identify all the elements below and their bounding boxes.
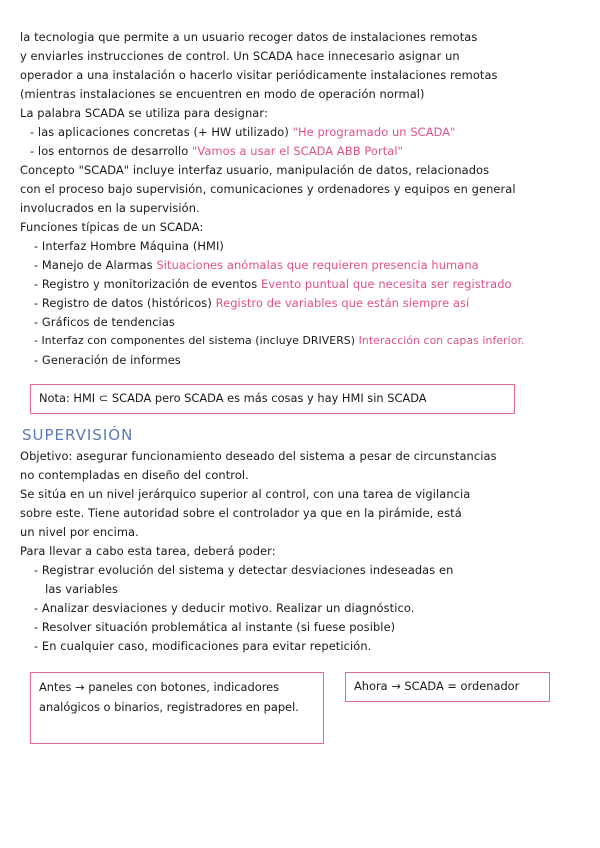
function-item bbox=[34, 277, 588, 291]
section-title-supervision: SUPERVISIÓN bbox=[22, 426, 134, 444]
use-item-note: "He programado un SCADA" bbox=[292, 125, 456, 139]
supervision-item: - Resolver situación problemática al instante (si fuese posible) bbox=[34, 620, 396, 634]
intro-line-4: (mientras instalaciones se encuentren en modo de operación normal) bbox=[20, 87, 425, 101]
supervision-line: no contempladas en diseño del control. bbox=[20, 468, 249, 482]
antes-box: Antes → paneles con botones, indicadores analógicos o binarios, registradores en papel. bbox=[30, 672, 324, 744]
intro-line-5: La palabra SCADA se utiliza para designar: bbox=[20, 106, 268, 120]
use-item-2 bbox=[30, 144, 588, 158]
ahora-box: Ahora → SCADA = ordenador bbox=[345, 672, 550, 702]
function-item bbox=[34, 334, 594, 348]
intro-line-3: operador a una instalación o hacerlo visitar periódicamente instalaciones remotas bbox=[20, 68, 498, 82]
supervision-line: Objetivo: asegurar funcionamiento deseado del sistema a pesar de circunstancias bbox=[20, 449, 497, 463]
function-text: - Gráficos de tendencias bbox=[34, 315, 175, 329]
supervision-line: sobre este. Tiene autoridad sobre el controlador ya que en la pirámide, está bbox=[20, 506, 462, 520]
supervision-line: un nivel por encima. bbox=[20, 525, 139, 539]
supervision-line: Para llevar a cabo esta tarea, deberá poder: bbox=[20, 544, 276, 558]
function-text: - Generación de informes bbox=[34, 353, 181, 367]
supervision-item: - Analizar desviaciones y deducir motivo. Realizar un diagnóstico. bbox=[34, 601, 415, 615]
use-item-text: - las aplicaciones concretas (+ HW utilizado) bbox=[30, 125, 289, 139]
functions-heading: Funciones típicas de un SCADA: bbox=[20, 220, 204, 234]
function-item bbox=[34, 296, 588, 310]
function-text: - Registro de datos (históricos) bbox=[34, 296, 212, 310]
function-note: Registro de variables que están siempre así bbox=[215, 296, 470, 310]
function-text: - Interfaz con componentes del sistema (incluye DRIVERS) bbox=[34, 334, 356, 347]
function-item bbox=[34, 353, 588, 367]
supervision-item-cont: las variables bbox=[34, 582, 119, 596]
function-note: Evento puntual que necesita ser registrado bbox=[261, 277, 512, 291]
function-item bbox=[34, 258, 588, 272]
function-text: - Registro y monitorización de eventos bbox=[34, 277, 258, 291]
supervision-item: - Registrar evolución del sistema y detectar desviaciones indeseadas en bbox=[34, 563, 454, 577]
function-item bbox=[34, 315, 588, 329]
function-text: - Manejo de Alarmas bbox=[34, 258, 153, 272]
use-item-text: - los entornos de desarrollo bbox=[30, 144, 189, 158]
nota-box: Nota: HMI ⊂ SCADA pero SCADA es más cosas y hay HMI sin SCADA bbox=[30, 384, 515, 414]
intro-line-1: la tecnologia que permite a un usuario recoger datos de instalaciones remotas bbox=[20, 30, 478, 44]
concept-line-1: Concepto "SCADA" incluye interfaz usuario, manipulación de datos, relacionados bbox=[20, 163, 490, 177]
function-note: Interacción con capas inferior. bbox=[358, 334, 525, 347]
function-text: - Interfaz Hombre Máquina (HMI) bbox=[34, 239, 224, 253]
function-note: Situaciones anómalas que requieren presencia humana bbox=[156, 258, 479, 272]
function-item bbox=[34, 239, 588, 253]
supervision-item: - En cualquier caso, modificaciones para evitar repetición. bbox=[34, 639, 372, 653]
supervision-line: Se sitúa en un nivel jerárquico superior al control, con una tarea de vigilancia bbox=[20, 487, 471, 501]
concept-line-3: involucrados en la supervisión. bbox=[20, 201, 200, 215]
concept-line-2: con el proceso bajo supervisión, comunicaciones y ordenadores y equipos en general bbox=[20, 182, 516, 196]
use-item-note: "Vamos a usar el SCADA ABB Portal" bbox=[192, 144, 403, 158]
use-item-1 bbox=[30, 125, 588, 139]
intro-line-2: y enviarles instrucciones de control. Un SCADA hace innecesario asignar un bbox=[20, 49, 460, 63]
